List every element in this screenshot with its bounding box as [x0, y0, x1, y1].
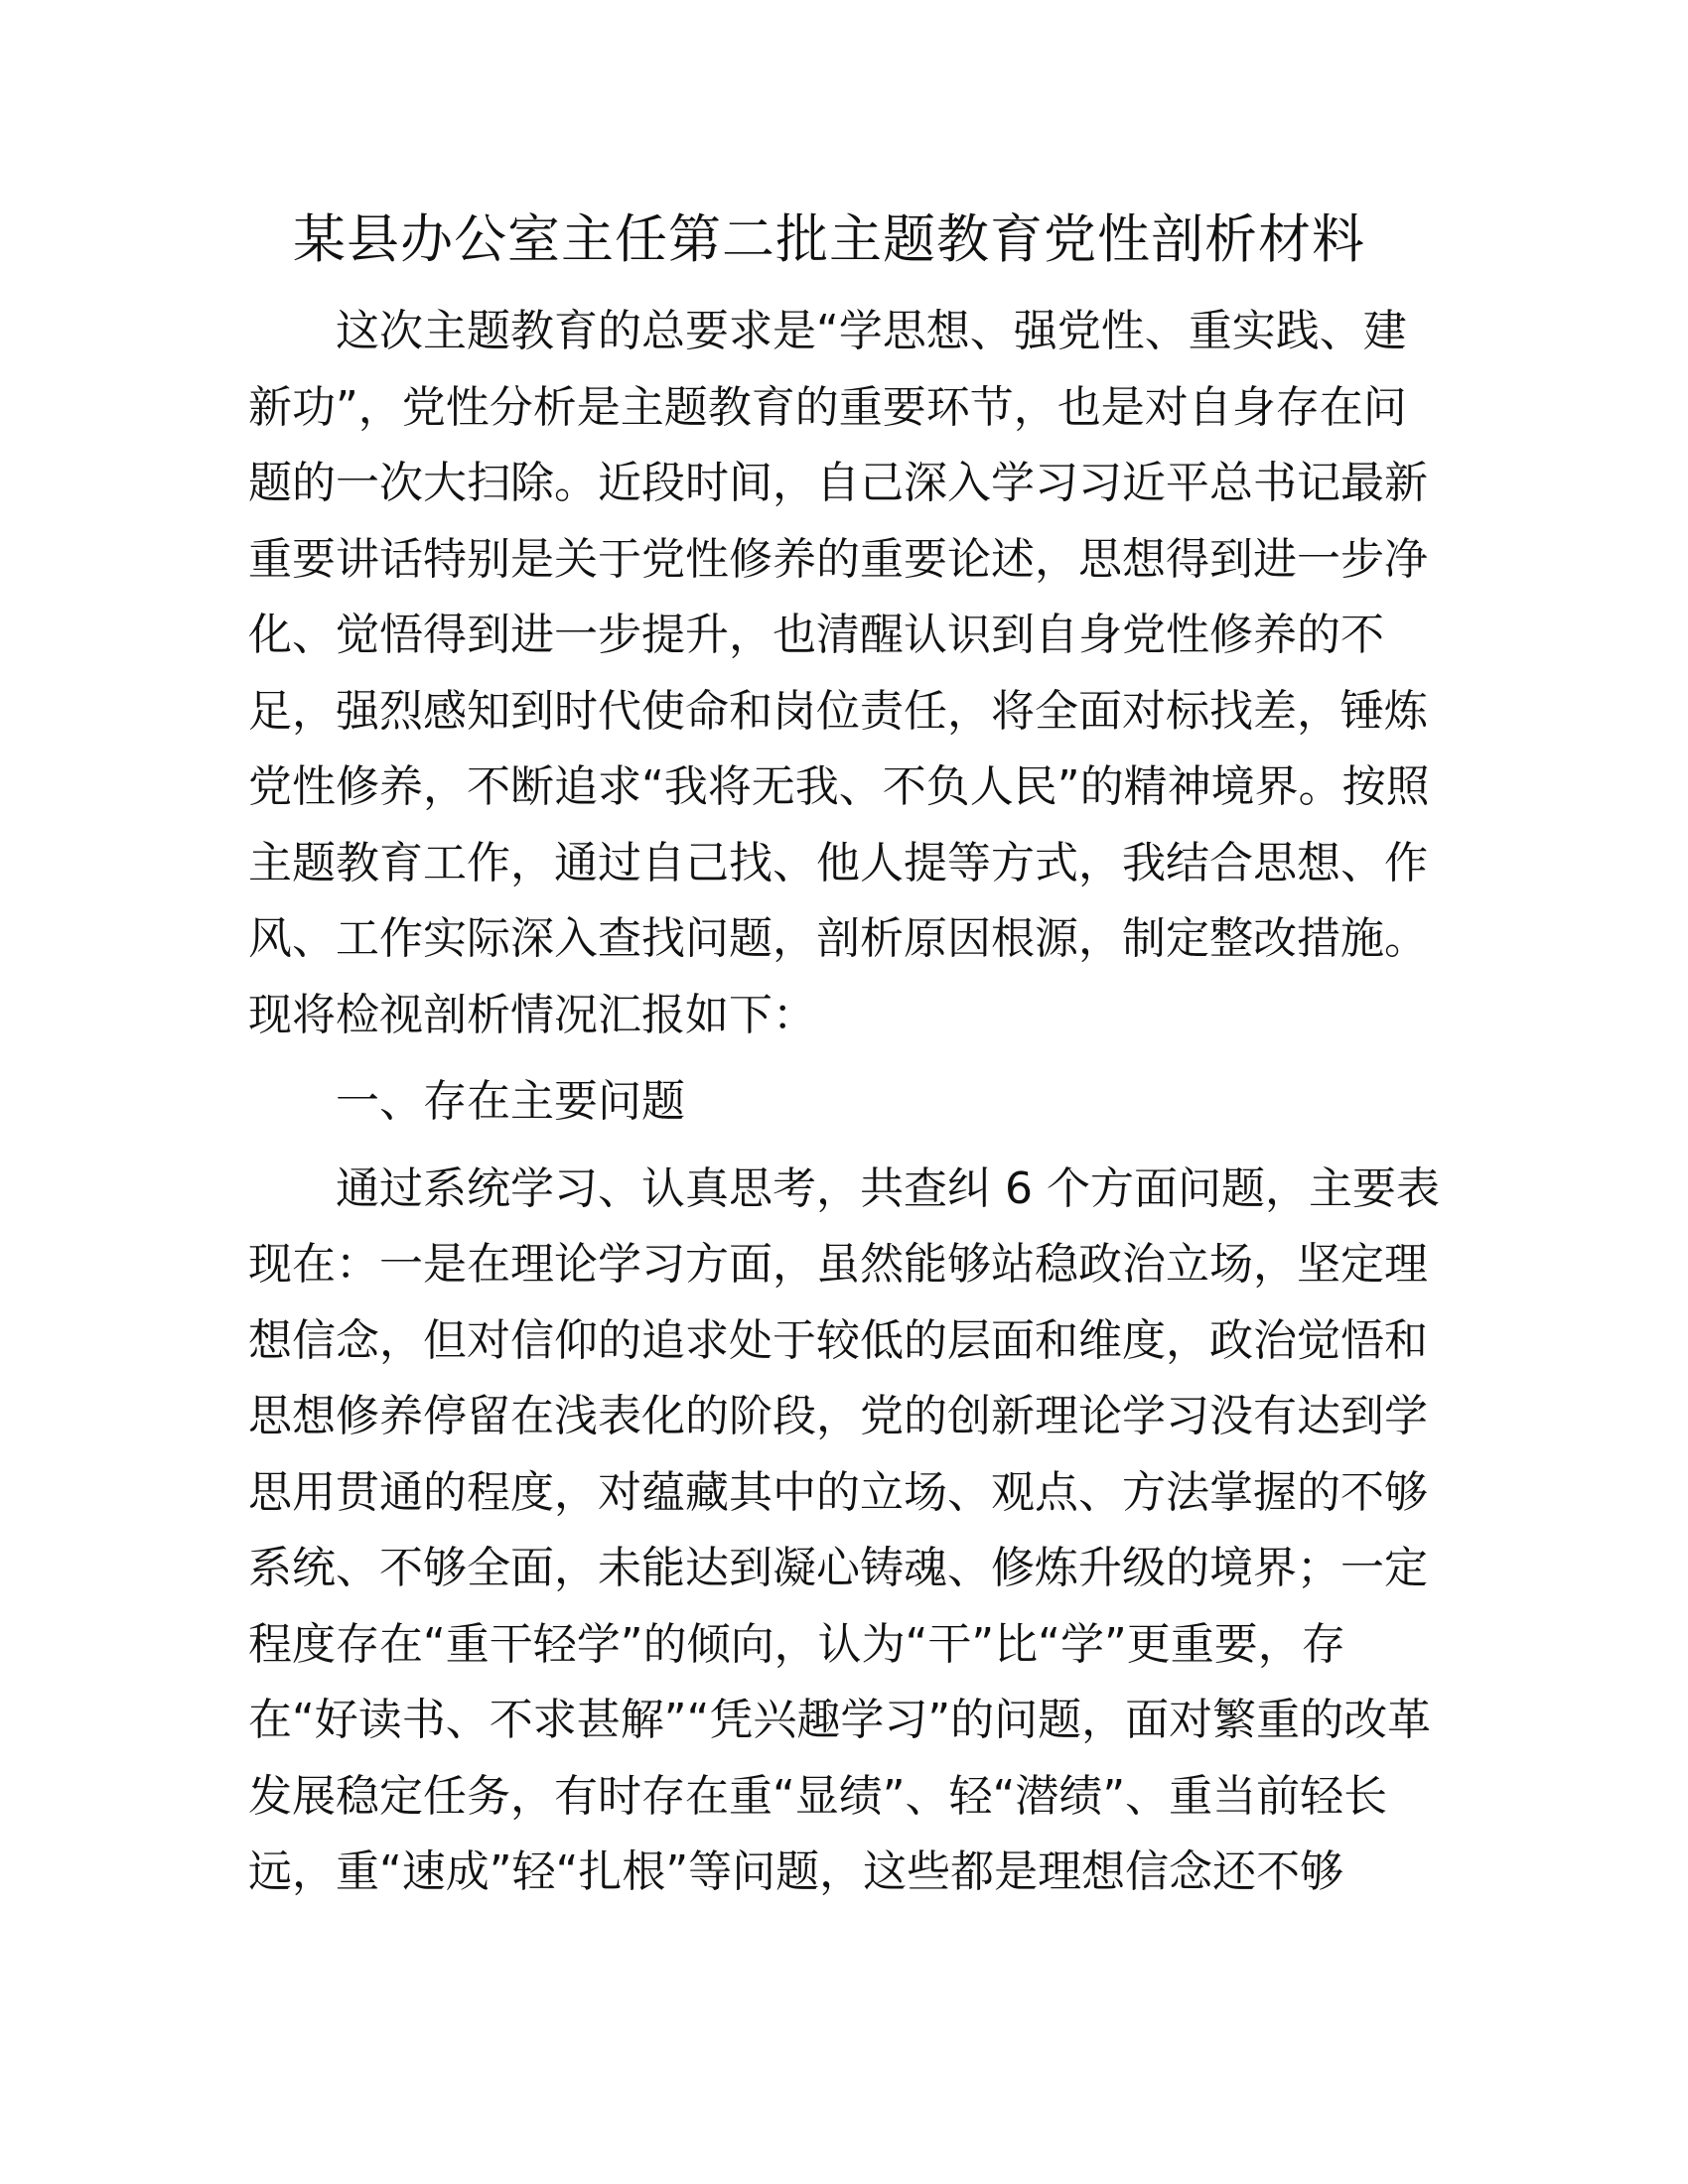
- section-heading: 一、存在主要问题: [336, 1076, 685, 1127]
- document-body: [248, 294, 1440, 1911]
- problems-paragraph: 通过系统学习、认真思考，共查纠 6 个方面问题，主要表现在：一是在理论学习方面，虽然能够站稳政治立场，坚定理想信念，但对信仰的追求处于较低的层面和维度，政治觉悟和思想修养停留在浅表化的阶段，党的创新理论学习没有达到学思用贯通的程度，对蕴藏其中的立场、观点、方法掌握的不够系统、不够全面，未能达到凝心铸魂、修炼升级的境界；一定程度存在“重干轻学”的倾向，认为“干”比“学”更重要，存在“好读书、不求甚解”“凭兴趣学习”的问题，面对繁重的改革发展稳定任务，有时存在重“显绩”、轻“潜绩”、重当前轻长远，重“速成”轻“扎根”等问题，这些都是理想信念还不够: [248, 1162, 1440, 1897]
- document-title: 某县办公室主任第二批主题教育党性剖析材料: [293, 209, 1365, 270]
- intro-paragraph: 这次主题教育的总要求是“学思想、强党性、重实践、建新功”，党性分析是主题教育的重要环节，也是对自身存在问题的一次大扫除。近段时间，自己深入学习习近平总书记最新重要讲话特别是关于党性修养的重要论述，思想得到进一步净化、觉悟得到进一步提升，也清醒认识到自身党性修养的不足，强烈感知到时代使命和岗位责任，将全面对标找差，锤炼党性修养，不断追求“我将无我、不负人民”的精神境界。按照主题教育工作，通过自己找、他人提等方式，我结合思想、作风、工作实际深入查找问题，剖析原因根源，制定整改措施。现将检视剖析情况汇报如下：: [248, 306, 1430, 1040]
